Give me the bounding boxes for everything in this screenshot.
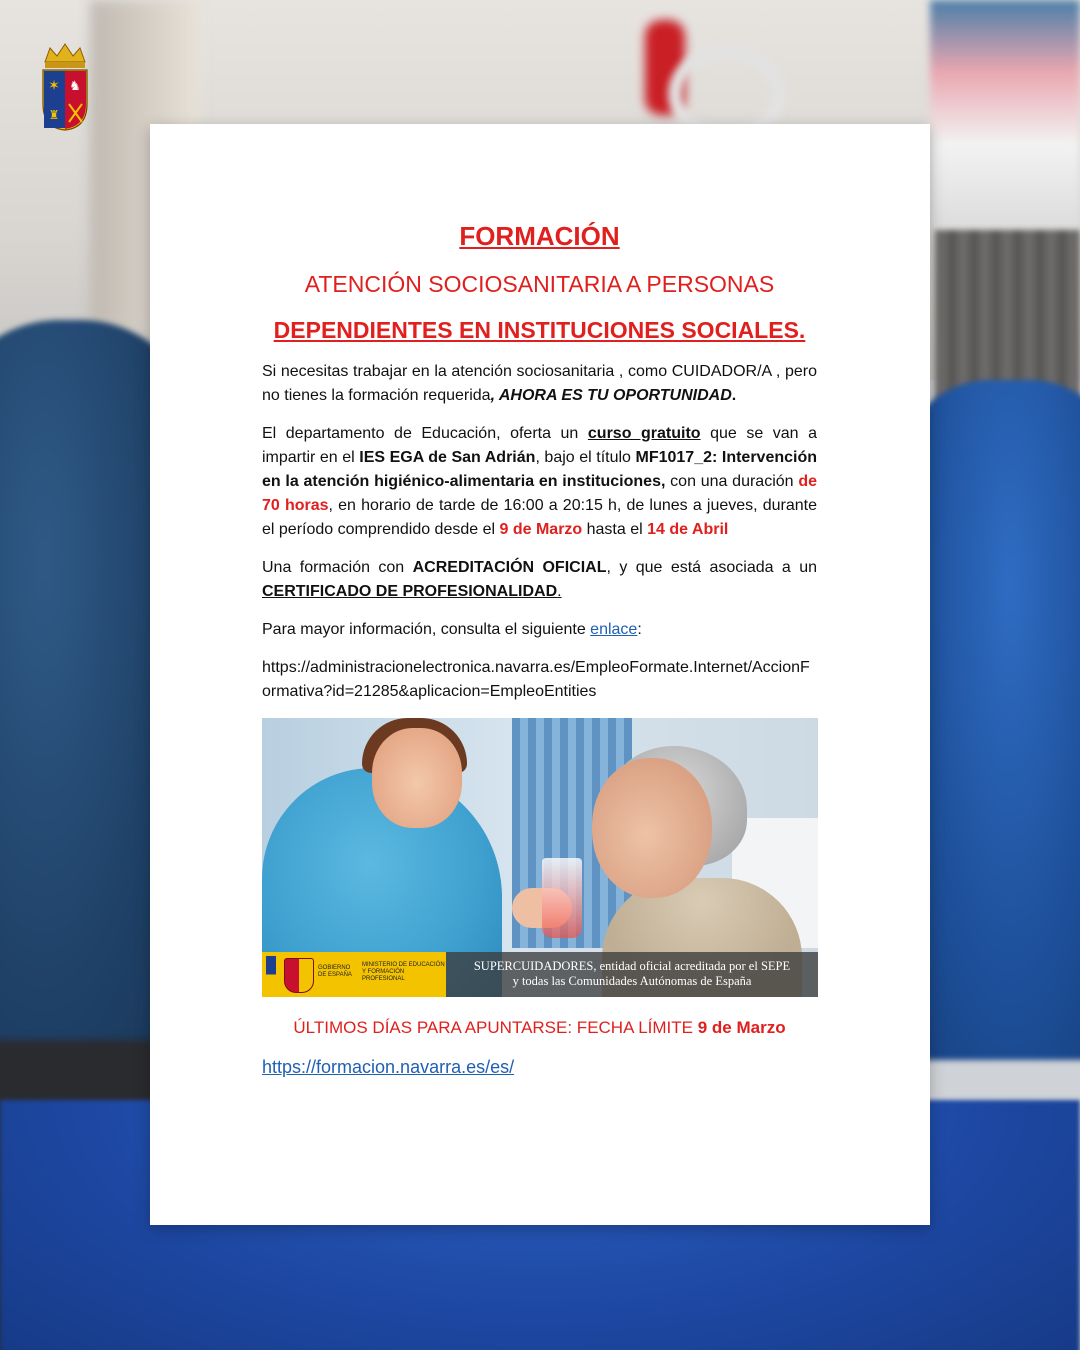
course-url: https://administracionelectronica.navarra.es/EmpleoFormate.Internet/AccionFormativa?id=21285&aplicacion=EmpleoEntities [262, 659, 810, 700]
photo-elderly-head [592, 758, 712, 898]
deadline-text: ÚLTIMOS DÍAS PARA APUNTARSE: FECHA LÍMITE [293, 1018, 698, 1037]
supercuidadores-caption [446, 952, 818, 997]
intro-period: . [731, 387, 737, 404]
government-logo-banner [262, 952, 446, 997]
course-module-title: MF1017_2: Intervención en la atención higiénico-alimentaria en instituciones, [262, 449, 818, 490]
bg-towels [930, 0, 1080, 240]
accred-text-c: , y que está asociada a un [606, 559, 818, 576]
svg-text:♜: ♜ [48, 108, 60, 122]
course-text-g: con una duración [665, 473, 799, 490]
course-text-c: que se van a impartir en el [262, 425, 818, 466]
photo-nurse-head [372, 728, 462, 828]
document-subtitle-line2: DEPENDIENTES EN INSTITUCIONES SOCIALES. [273, 317, 806, 343]
more-info-text: Para mayor información, consulta el siguiente [262, 621, 591, 638]
deadline-notice [262, 1016, 817, 1040]
accred-period: . [557, 583, 562, 600]
paragraph-intro [262, 360, 817, 408]
intro-opportunity: , AHORA ES TU OPORTUNIDAD [490, 387, 732, 404]
spain-flag-icon [266, 956, 276, 993]
final-link-row [262, 1054, 817, 1080]
caption-line2: y todas las Comunidades Autónomas de España [512, 974, 752, 988]
deadline-date: 9 de Marzo [697, 1018, 786, 1037]
formacion-navarra-link[interactable]: https://formacion.navarra.es/es/ [262, 1057, 515, 1077]
caption-line1: SUPERCUIDADORES, entidad oficial acreditada por el SEPE [473, 959, 791, 973]
gobierno-label: GOBIERNO DE ESPAÑA [318, 965, 352, 978]
document-subtitle-line1: ATENCIÓN SOCIOSANITARIA A PERSONAS [304, 271, 775, 297]
photo-cup [542, 858, 582, 938]
svg-text:♞: ♞ [69, 78, 81, 93]
course-text-a: El departamento de Educación, oferta un [262, 425, 588, 442]
accred-official: ACREDITACIÓN OFICIAL [412, 559, 607, 576]
course-text-i: , en horario de tarde de 16:00 a 20:15 h, de lunes a jueves, durante el período comprendido desde el [262, 497, 818, 538]
more-info-colon: : [637, 621, 642, 638]
intro-text: Si necesitas trabajar en la atención sociosanitaria , como CUIDADOR/A , pero no tienes la formación requerida [262, 363, 817, 404]
document-content [262, 218, 817, 1080]
course-end-date: 14 de Abril [647, 521, 729, 538]
course-text-k: hasta el [582, 521, 648, 538]
course-hours: de 70 horas [262, 473, 817, 514]
course-text-e: , bajo el título [535, 449, 636, 466]
document-page [150, 124, 930, 1225]
course-free: curso gratuito [587, 425, 701, 442]
ministerio-label: MINISTERIO DE EDUCACIÓN Y FORMACIÓN PROFESIONAL [362, 962, 445, 982]
spain-shield-icon [284, 958, 314, 993]
promo-photo [262, 718, 818, 997]
paragraph-more-info [262, 618, 817, 642]
course-start-date: 9 de Marzo [499, 521, 583, 538]
course-school: IES EGA de San Adrián [359, 449, 536, 466]
accred-certificate: CERTIFICADO DE PROFESIONALIDAD [262, 583, 558, 600]
coat-of-arms-icon [40, 42, 90, 132]
paragraph-course [262, 422, 817, 542]
svg-text:✶: ✶ [48, 77, 60, 93]
paragraph-accreditation [262, 556, 817, 604]
enlace-link[interactable]: enlace [590, 621, 638, 638]
document-title: FORMACIÓN [459, 221, 620, 251]
accred-text-a: Una formación con [262, 559, 413, 576]
